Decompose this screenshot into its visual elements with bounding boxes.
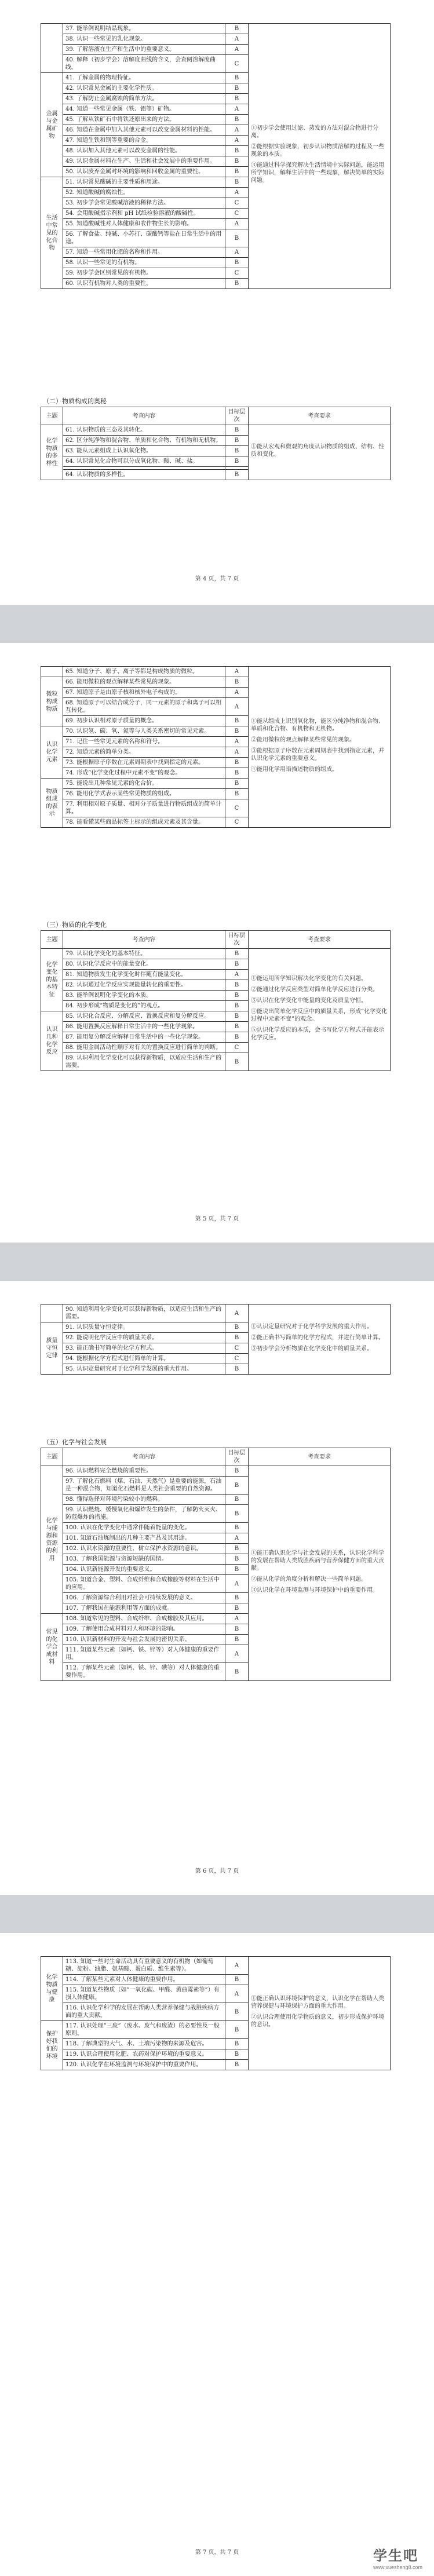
requirement-item: ①认识定量研究对于化学科学发展的重大作用。 bbox=[251, 1323, 373, 1330]
requirement-item: ②能根据实验现象，初步认识物质溶解的过程及一些现象的本质。 bbox=[251, 144, 384, 158]
content-cell: 94. 能根据化学方程式进行简单的计算。 bbox=[63, 1354, 225, 1364]
content-cell: 116. 认识化学科学的发展在帮助人类营养保健与战胜疾病方面的重大贡献。 bbox=[63, 2003, 225, 2021]
table-row bbox=[41, 1466, 391, 1477]
requirement-item: ①能从宏观和微观的角度认识物质的组成、结构、性质和变化。 bbox=[251, 444, 384, 458]
level-cell: B bbox=[225, 156, 249, 167]
level-cell: B bbox=[225, 768, 249, 779]
requirements-cell bbox=[249, 425, 391, 480]
content-cell: 49. 认识金属材料在生产、生活和社会发展中的重要作用。 bbox=[63, 156, 225, 167]
level-cell: B bbox=[225, 1364, 249, 1375]
level-cell: B bbox=[225, 1505, 249, 1523]
content-cell: 90. 知道利用化学变化可以获得新物质，以适应生活和生产的需要。 bbox=[63, 1305, 225, 1322]
topic-cell bbox=[41, 1305, 63, 1322]
content-cell: 48. 认识加入其他元素可以改变金属的性能。 bbox=[63, 146, 225, 156]
level-cell: C bbox=[225, 268, 249, 279]
table-row bbox=[41, 949, 391, 959]
requirement-item: ②能通过化学反应类型对简单化学反应进行分类。 bbox=[251, 986, 378, 993]
table-row bbox=[41, 1305, 391, 1322]
requirement-item: ①初步学会使用过滤、蒸发的方法对混合物进行分离。 bbox=[251, 125, 378, 139]
level-cell: B bbox=[225, 258, 249, 268]
content-cell: 55. 知道酸碱性对人体健康和农作物生长的影响。 bbox=[63, 219, 225, 229]
topic-cell: 认识化学元素 bbox=[41, 726, 63, 779]
table-header-row bbox=[41, 407, 391, 425]
content-cell: 43. 了解防止金属腐蚀的简单方法。 bbox=[63, 94, 225, 104]
content-cell: 61. 认识物质的三态及其转化。 bbox=[63, 425, 225, 436]
content-cell: 117. 认识处理“三废”（废水、废气和废渣）的必要性及一般原则。 bbox=[63, 2021, 225, 2039]
content-cell: 70. 认识氢、碳、氧、氮等与人类关系密切的常见元素。 bbox=[63, 726, 225, 737]
level-cell: A bbox=[225, 1533, 249, 1544]
table-body bbox=[41, 1466, 391, 1681]
topic-cell bbox=[41, 667, 63, 677]
level-cell: A bbox=[225, 1985, 249, 2003]
level-cell: B bbox=[225, 1663, 249, 1681]
requirement-item: ②认识合理使用化学物质的意义，初步形成保护环境的意识。 bbox=[251, 2014, 384, 2028]
level-cell: B bbox=[225, 425, 249, 436]
content-cell: 85. 认识化合反应、分解反应、置换反应和复分解反应。 bbox=[63, 1011, 225, 1022]
header-req: 考查要求 bbox=[249, 931, 391, 949]
content-cell: 101. 知道石油炼制出的几种主要产品及其用途。 bbox=[63, 1533, 225, 1544]
level-cell: B bbox=[225, 1635, 249, 1645]
page-separator bbox=[0, 605, 434, 643]
topic-cell: 微粒构成物质 bbox=[41, 677, 63, 726]
content-cell: 41. 了解金属的物理特征。 bbox=[63, 73, 225, 83]
level-cell: B bbox=[225, 726, 249, 737]
content-cell: 111. 知道某些元素（如钙、铁、锌等）对人体健康的重要作用。 bbox=[63, 1645, 225, 1663]
level-cell: A bbox=[225, 34, 249, 45]
level-cell: B bbox=[225, 1322, 249, 1333]
content-cell: 106. 了解资源综合利用对社会可持续发展的意义。 bbox=[63, 1593, 225, 1603]
content-cell: 99. 认识燃烧、缓慢氧化和爆炸发生的条件，了解防火灭火、防范爆炸的措施。 bbox=[63, 1505, 225, 1523]
level-cell: B bbox=[225, 2049, 249, 2060]
standards-table bbox=[41, 23, 391, 289]
content-cell: 67. 知道原子是由原子核和核外电子构成的。 bbox=[63, 688, 225, 698]
header-req: 考查要求 bbox=[249, 407, 391, 425]
requirements-cell bbox=[249, 667, 391, 828]
content-cell: 112. 了解某些元素（如钙、铁、锌、碘等）对人体健康的重要作用。 bbox=[63, 1663, 225, 1681]
requirements-cell bbox=[249, 1466, 391, 1681]
content-cell: 65. 知道分子、原子、离子等都是构成物质的微粒。 bbox=[63, 667, 225, 677]
level-cell: A bbox=[225, 737, 249, 747]
table-row bbox=[41, 425, 391, 436]
page-6 bbox=[0, 1281, 434, 1895]
requirement-item: ③能通过科学探究解决生活情境中实际问题，能运用所学知识，解释生活中的一些现象，解决简单的实际问题。 bbox=[251, 162, 384, 184]
level-cell: B bbox=[225, 115, 249, 125]
content-cell: 44. 知道一些常见金属（铁、铝等）矿物。 bbox=[63, 104, 225, 115]
level-cell: B bbox=[225, 1495, 249, 1505]
level-cell: A bbox=[225, 747, 249, 758]
content-cell: 58. 认识一些常见的有机物。 bbox=[63, 258, 225, 268]
topic-cell: 金属与金属矿物 bbox=[41, 73, 63, 177]
requirement-item: ①能从组成上识别氧化物，能区分纯净物和混合物、单质和化合物、有机物和无机物。 bbox=[251, 718, 384, 732]
level-cell: B bbox=[225, 758, 249, 768]
content-cell: 62. 区分纯净物和混合物、单质和化合物、有机物和无机物。 bbox=[63, 436, 225, 446]
level-cell: A bbox=[225, 136, 249, 146]
header-req: 考查要求 bbox=[249, 1448, 391, 1466]
header-content: 考查内容 bbox=[63, 1448, 225, 1466]
content-cell: 119. 认识合理使用化肥、农药对保护环境的重要意义。 bbox=[63, 2049, 225, 2060]
page-footer: 第 7 页，共 7 页 bbox=[195, 2549, 239, 2556]
level-cell: C bbox=[225, 817, 249, 828]
content-cell: 46. 知道在金属中加入其他元素可以改变金属材料的性能。 bbox=[63, 125, 225, 136]
page-separator bbox=[0, 1895, 434, 1933]
content-cell: 37. 能举例说明结晶现象。 bbox=[63, 24, 225, 34]
level-cell: A bbox=[225, 667, 249, 677]
topic-cell: 化学变化的基本特征 bbox=[41, 949, 63, 1011]
requirement-item: ④能说出简单化学反应中的质量关系，形成“化学变化过程中元素不变”的观念。 bbox=[251, 1008, 388, 1022]
content-cell: 104. 认识新能源开发的重要意义。 bbox=[63, 1565, 225, 1575]
content-cell: 73. 能根据原子序数在元素周期表中找到指定的元素。 bbox=[63, 758, 225, 768]
content-cell: 92. 能说明化学反应中的质量关系。 bbox=[63, 1333, 225, 1343]
level-cell: A bbox=[225, 1614, 249, 1624]
content-cell: 71. 记住一些常见元素的名称和符号。 bbox=[63, 737, 225, 747]
level-cell: B bbox=[225, 1554, 249, 1565]
topic-cell: 化学物质与健康 bbox=[41, 1957, 63, 2021]
level-cell: B bbox=[225, 716, 249, 726]
content-cell: 59. 初步学会区别常见的有机物。 bbox=[63, 268, 225, 279]
section-title: （五）化学与社会发展 bbox=[43, 1438, 107, 1446]
content-cell: 77. 利用相对原子质量、相对分子质量进行物质组成的简单计算。 bbox=[63, 799, 225, 817]
level-cell: A bbox=[225, 698, 249, 716]
level-cell: A bbox=[225, 688, 249, 698]
level-cell: A bbox=[225, 970, 249, 980]
table-body bbox=[41, 24, 391, 289]
requirement-item: ②能正确书写简单的化学方程式，并进行简单计算。 bbox=[251, 1334, 384, 1341]
content-cell: 38. 认识一些常见的乳化现象。 bbox=[63, 34, 225, 45]
page-separator bbox=[0, 1243, 434, 1281]
topic-cell: 化学与能源和资源的利用 bbox=[41, 1466, 63, 1614]
level-cell: A bbox=[225, 247, 249, 258]
table-row bbox=[41, 1957, 391, 1975]
level-cell: B bbox=[225, 959, 249, 970]
standards-table bbox=[41, 666, 391, 828]
level-cell: A bbox=[225, 104, 249, 115]
content-cell: 83. 能举例说明化学变化的本质。 bbox=[63, 991, 225, 1001]
watermark-logo bbox=[373, 2544, 422, 2570]
requirement-item: ②能用微粒的观点解释某些常见的现象。 bbox=[251, 736, 355, 743]
content-cell: 51. 认识常见酸碱的主要性质和用途。 bbox=[63, 177, 225, 188]
content-cell: 39. 了解溶液在生产和生活中的重要意义。 bbox=[63, 45, 225, 55]
level-cell: B bbox=[225, 279, 249, 289]
level-cell: B bbox=[225, 2060, 249, 2070]
table-row bbox=[41, 24, 391, 34]
standards-table bbox=[41, 407, 391, 480]
content-cell: 76. 能用化学式表示某些常见物质的组成。 bbox=[63, 789, 225, 799]
content-cell: 102. 认识水资源的重要性，树立保护水资源的意识。 bbox=[63, 1544, 225, 1554]
level-cell: C bbox=[225, 1343, 249, 1354]
level-cell: B bbox=[225, 1466, 249, 1477]
requirement-item: ③认识在化学变化中能量的变化及质量守恒。 bbox=[251, 997, 367, 1004]
content-cell: 84. 初步形成“物质是变化的”的观点。 bbox=[63, 1001, 225, 1011]
level-cell: A bbox=[225, 1305, 249, 1322]
content-cell: 86. 能用置换反应解释日常生活中的一些化学现象。 bbox=[63, 1022, 225, 1032]
level-cell: B bbox=[225, 1624, 249, 1635]
level-cell: B bbox=[225, 94, 249, 104]
content-cell: 80. 认识化学反应中的能量变化。 bbox=[63, 959, 225, 970]
table-body bbox=[41, 425, 391, 480]
header-level: 目标层次 bbox=[225, 931, 249, 949]
topic-cell: 认识几种化学反应 bbox=[41, 1011, 63, 1071]
level-cell: C bbox=[225, 55, 249, 73]
level-cell: A bbox=[225, 1957, 249, 1975]
header-topic: 主题 bbox=[41, 407, 63, 425]
requirement-item: ①能正确认识环境保护的意义，认识化学在帮助人类营养保健与环境保护方面的重大作用。 bbox=[251, 1995, 384, 2009]
level-cell: B bbox=[225, 2039, 249, 2049]
content-cell: 103. 了解我国能源与资源短缺的国情。 bbox=[63, 1554, 225, 1565]
level-cell: B bbox=[225, 980, 249, 991]
table-header bbox=[41, 931, 391, 949]
topic-cell: 常见的化学合成材料 bbox=[41, 1614, 63, 1681]
table-header-row bbox=[41, 1448, 391, 1466]
content-cell: 110. 认识新材料的开发与社会发展的密切关系。 bbox=[63, 1635, 225, 1645]
content-cell: 42. 认识常见金属的主要化学性质。 bbox=[63, 83, 225, 94]
level-cell: B bbox=[225, 1593, 249, 1603]
level-cell: B bbox=[225, 1477, 249, 1495]
requirements-cell bbox=[249, 1305, 391, 1375]
content-cell: 40. 解释（初步学会）溶解度曲线的含义，会查阅溶解度曲线。 bbox=[63, 55, 225, 73]
content-cell: 57. 知道一些常用化肥的名称和作用。 bbox=[63, 247, 225, 258]
table-body bbox=[41, 1957, 391, 2070]
level-cell: B bbox=[225, 2003, 249, 2021]
table-body bbox=[41, 1305, 391, 1375]
level-cell: C bbox=[225, 1354, 249, 1364]
content-cell: 89. 认识利用化学变化可以获得新物质，以适应生活和生产的需要。 bbox=[63, 1053, 225, 1071]
level-cell: B bbox=[225, 1523, 249, 1533]
standards-table bbox=[41, 1304, 391, 1375]
header-content: 考查内容 bbox=[63, 407, 225, 425]
level-cell: C bbox=[225, 1043, 249, 1053]
content-cell: 108. 知道常见的塑料、合成纤维、合成橡胶及其应用。 bbox=[63, 1614, 225, 1624]
requirement-item: ①能运用所学知识解决化学变化的有关问题。 bbox=[251, 975, 367, 982]
level-cell: B bbox=[225, 83, 249, 94]
level-cell: B bbox=[225, 167, 249, 177]
table-header-row bbox=[41, 931, 391, 949]
level-cell: A bbox=[225, 45, 249, 55]
level-cell: B bbox=[225, 1032, 249, 1043]
level-cell: A bbox=[225, 1575, 249, 1593]
level-cell: B bbox=[225, 677, 249, 688]
level-cell: B bbox=[225, 1333, 249, 1343]
content-cell: 79. 认识化学变化的基本特征。 bbox=[63, 949, 225, 959]
content-cell: 47. 知道生铁和钢等重要的合金。 bbox=[63, 136, 225, 146]
requirement-item: ③认识化学在环境监测与环境保护中的重要作用。 bbox=[251, 1587, 378, 1594]
level-cell: A bbox=[225, 188, 249, 198]
content-cell: 64. 认识物质的多样性。 bbox=[63, 470, 225, 480]
table-row bbox=[41, 667, 391, 677]
topic-cell: 生活中常见的化合物 bbox=[41, 177, 63, 289]
content-cell: 98. 懂得选择对环境污染较小的燃料。 bbox=[63, 1495, 225, 1505]
requirements-cell bbox=[249, 949, 391, 1071]
content-cell: 91. 认识质量守恒定律。 bbox=[63, 1322, 225, 1333]
level-cell: B bbox=[225, 1011, 249, 1022]
level-cell: B bbox=[225, 73, 249, 83]
level-cell: C bbox=[225, 198, 249, 209]
content-cell: 118. 了解典型的大气、水、土壤污染物的来源及危害。 bbox=[63, 2039, 225, 2049]
content-cell: 88. 能用金属活动性顺序对有关的置换反应进行简单的判断。 bbox=[63, 1043, 225, 1053]
content-cell: 54. 会用酸碱指示剂和 pH 试纸检验溶液的酸碱性。 bbox=[63, 209, 225, 219]
requirement-item: ⑤认识化学反应的本质，会书写化学方程式并能表示化学反应。 bbox=[251, 1026, 384, 1041]
topic-cell: 保护好我们的环境 bbox=[41, 2021, 63, 2070]
content-cell: 64. 认识常见化合物可以分成氧化物、酸、碱、盐。 bbox=[63, 456, 225, 467]
content-cell: 74. 形成“化学变化过程中元素不变”的观念。 bbox=[63, 768, 225, 779]
content-cell: 82. 认识通过化学反应实现能量转化的重要性。 bbox=[63, 980, 225, 991]
content-cell: 81. 知道物质发生化学变化时伴随有能量变化。 bbox=[63, 970, 225, 980]
level-cell: B bbox=[225, 779, 249, 789]
requirement-item: ③初步学会分析物质在化学变化中的质量关系。 bbox=[251, 1345, 373, 1352]
page-7 bbox=[0, 1933, 434, 2576]
level-cell: C bbox=[225, 209, 249, 219]
section-title: （三）物质的化学变化 bbox=[43, 921, 107, 929]
watermark-text: 学生吧 bbox=[373, 2548, 418, 2564]
content-cell: 109. 了解使用合成材料对人和环境的影响。 bbox=[63, 1624, 225, 1635]
standards-table bbox=[41, 1956, 391, 2070]
content-cell: 95. 认识定量研究对于化学科学发展的重大作用。 bbox=[63, 1364, 225, 1375]
header-topic: 主题 bbox=[41, 931, 63, 949]
content-cell: 53. 初步学会常见酸碱溶液的稀释方法。 bbox=[63, 198, 225, 209]
content-cell: 113. 知道一些对生命活动具有重要意义的有机物（如葡萄糖、淀粉、油脂、氨基酸、蛋白质、维生素等）。 bbox=[63, 1957, 225, 1975]
page-4 bbox=[0, 0, 434, 605]
level-cell: B bbox=[225, 146, 249, 156]
page-footer: 第 6 页，共 7 页 bbox=[195, 1868, 239, 1875]
section-title: （二）物质构成的奥秘 bbox=[43, 397, 107, 405]
level-cell: A bbox=[225, 125, 249, 136]
table-header bbox=[41, 1448, 391, 1466]
requirements-cell bbox=[249, 1957, 391, 2070]
table-body bbox=[41, 949, 391, 1071]
level-cell: B bbox=[225, 949, 249, 959]
level-cell: B bbox=[225, 1001, 249, 1011]
level-cell: B bbox=[225, 446, 249, 456]
requirement-item: ④能用化学用语描述物质的组成。 bbox=[251, 766, 338, 773]
watermark-url: www.xuesheng8.com bbox=[373, 2564, 422, 2570]
header-topic: 主题 bbox=[41, 1448, 63, 1466]
content-cell: 87. 能用复分解反应解释日常生活中的一些化学现象。 bbox=[63, 1032, 225, 1043]
level-cell: B bbox=[225, 1053, 249, 1071]
level-cell: B bbox=[225, 177, 249, 188]
page-footer: 第 5 页，共 7 页 bbox=[195, 1216, 239, 1222]
content-cell: 66. 能用微粒的观点解释某些常见的现象。 bbox=[63, 677, 225, 688]
content-cell: 120. 认识化学在环境监测与环境保护中的重要作用。 bbox=[63, 2060, 225, 2070]
content-cell: 96. 认识燃料完全燃烧的重要性。 bbox=[63, 1466, 225, 1477]
level-cell: B bbox=[225, 456, 249, 467]
level-cell: B bbox=[225, 1603, 249, 1614]
content-cell: 69. 初步认识相对原子质量的概念。 bbox=[63, 716, 225, 726]
content-cell: 107. 了解我国在能源利用等方面的成就。 bbox=[63, 1603, 225, 1614]
content-cell: 60. 认识有机物对人类的重要性。 bbox=[63, 279, 225, 289]
content-cell: 52. 知道酸碱的腐蚀性。 bbox=[63, 188, 225, 198]
level-cell: B bbox=[225, 1565, 249, 1575]
content-cell: 78. 能看懂某些商品标签上标示的组成元素及其含量。 bbox=[63, 817, 225, 828]
standards-table bbox=[41, 1448, 391, 1681]
level-cell: B bbox=[225, 1975, 249, 1985]
level-cell: B bbox=[225, 789, 249, 799]
content-cell: 50. 认识废弃金属对环境的影响和回收金属的重要性。 bbox=[63, 167, 225, 177]
content-cell: 45. 了解从铁矿石中将铁还原出来的方法。 bbox=[63, 115, 225, 125]
level-cell: B bbox=[225, 229, 249, 247]
topic-cell: 质量守恒定律 bbox=[41, 1322, 63, 1375]
topic-cell: 物质组成的表示 bbox=[41, 779, 63, 828]
level-cell: B bbox=[225, 1544, 249, 1554]
level-cell: C bbox=[225, 799, 249, 817]
standards-table bbox=[41, 930, 391, 1071]
content-cell: 72. 知道元素的简单分类。 bbox=[63, 747, 225, 758]
topic-cell bbox=[41, 24, 63, 73]
page-5 bbox=[0, 643, 434, 1243]
content-cell: 115. 知道某些物质（如“一氧化碳、甲醛、黄曲霉素等”）有损人体健康。 bbox=[63, 1985, 225, 2003]
header-level: 目标层次 bbox=[225, 1448, 249, 1466]
content-cell: 105. 知道合金、塑料、合成纤维和合成橡胶等材料在生活中的应用。 bbox=[63, 1575, 225, 1593]
content-cell: 93. 能正确书写简单的化学方程式。 bbox=[63, 1343, 225, 1354]
level-cell: B bbox=[225, 436, 249, 446]
requirements-cell bbox=[249, 24, 391, 289]
requirement-item: ①能正确认识化学与社会发展的关系，认识化学科学的发展在帮助人类战胜疾病与营养保健方面的重大贡献。 bbox=[251, 1550, 384, 1572]
level-cell: B bbox=[225, 24, 249, 34]
content-cell: 114. 了解某些元素对人体健康的重要作用。 bbox=[63, 1975, 225, 1985]
level-cell: B bbox=[225, 991, 249, 1001]
level-cell: A bbox=[225, 1645, 249, 1663]
topic-cell: 化学物质的多样性 bbox=[41, 425, 63, 480]
content-cell: 75. 能说出几种常见元素的化合价。 bbox=[63, 779, 225, 789]
level-cell: A bbox=[225, 219, 249, 229]
level-cell: B bbox=[225, 470, 249, 480]
requirement-item: ③能根据原子序数在元素周期表中找到指定元素，并认识化学元素的重要意义。 bbox=[251, 747, 384, 762]
requirement-item: ②能从化学的角度分析和解决一些简单问题。 bbox=[251, 1576, 367, 1583]
table-body bbox=[41, 667, 391, 828]
level-cell: B bbox=[225, 2021, 249, 2039]
content-cell: 97. 了解化石燃料（煤、石油、天然气）是重要的能源，石油是一种混合物，知道化石燃料是人类社会重要的自然资源。 bbox=[63, 1477, 225, 1495]
header-level: 目标层次 bbox=[225, 407, 249, 425]
content-cell: 56. 了解食盐、纯碱、小苏打、碳酸钙等盐在日常生活中的用途。 bbox=[63, 229, 225, 247]
level-cell: B bbox=[225, 1022, 249, 1032]
page-footer: 第 4 页，共 7 页 bbox=[195, 576, 239, 582]
table-header bbox=[41, 407, 391, 425]
content-cell: 100. 认识在化学变化中通常伴随着能量的变化。 bbox=[63, 1523, 225, 1533]
content-cell: 63. 能从元素组成上认识氧化物。 bbox=[63, 446, 225, 456]
content-cell: 68. 知道原子可以结合成分子，同一元素的原子和离子可以相互转化。 bbox=[63, 698, 225, 716]
header-content: 考查内容 bbox=[63, 931, 225, 949]
